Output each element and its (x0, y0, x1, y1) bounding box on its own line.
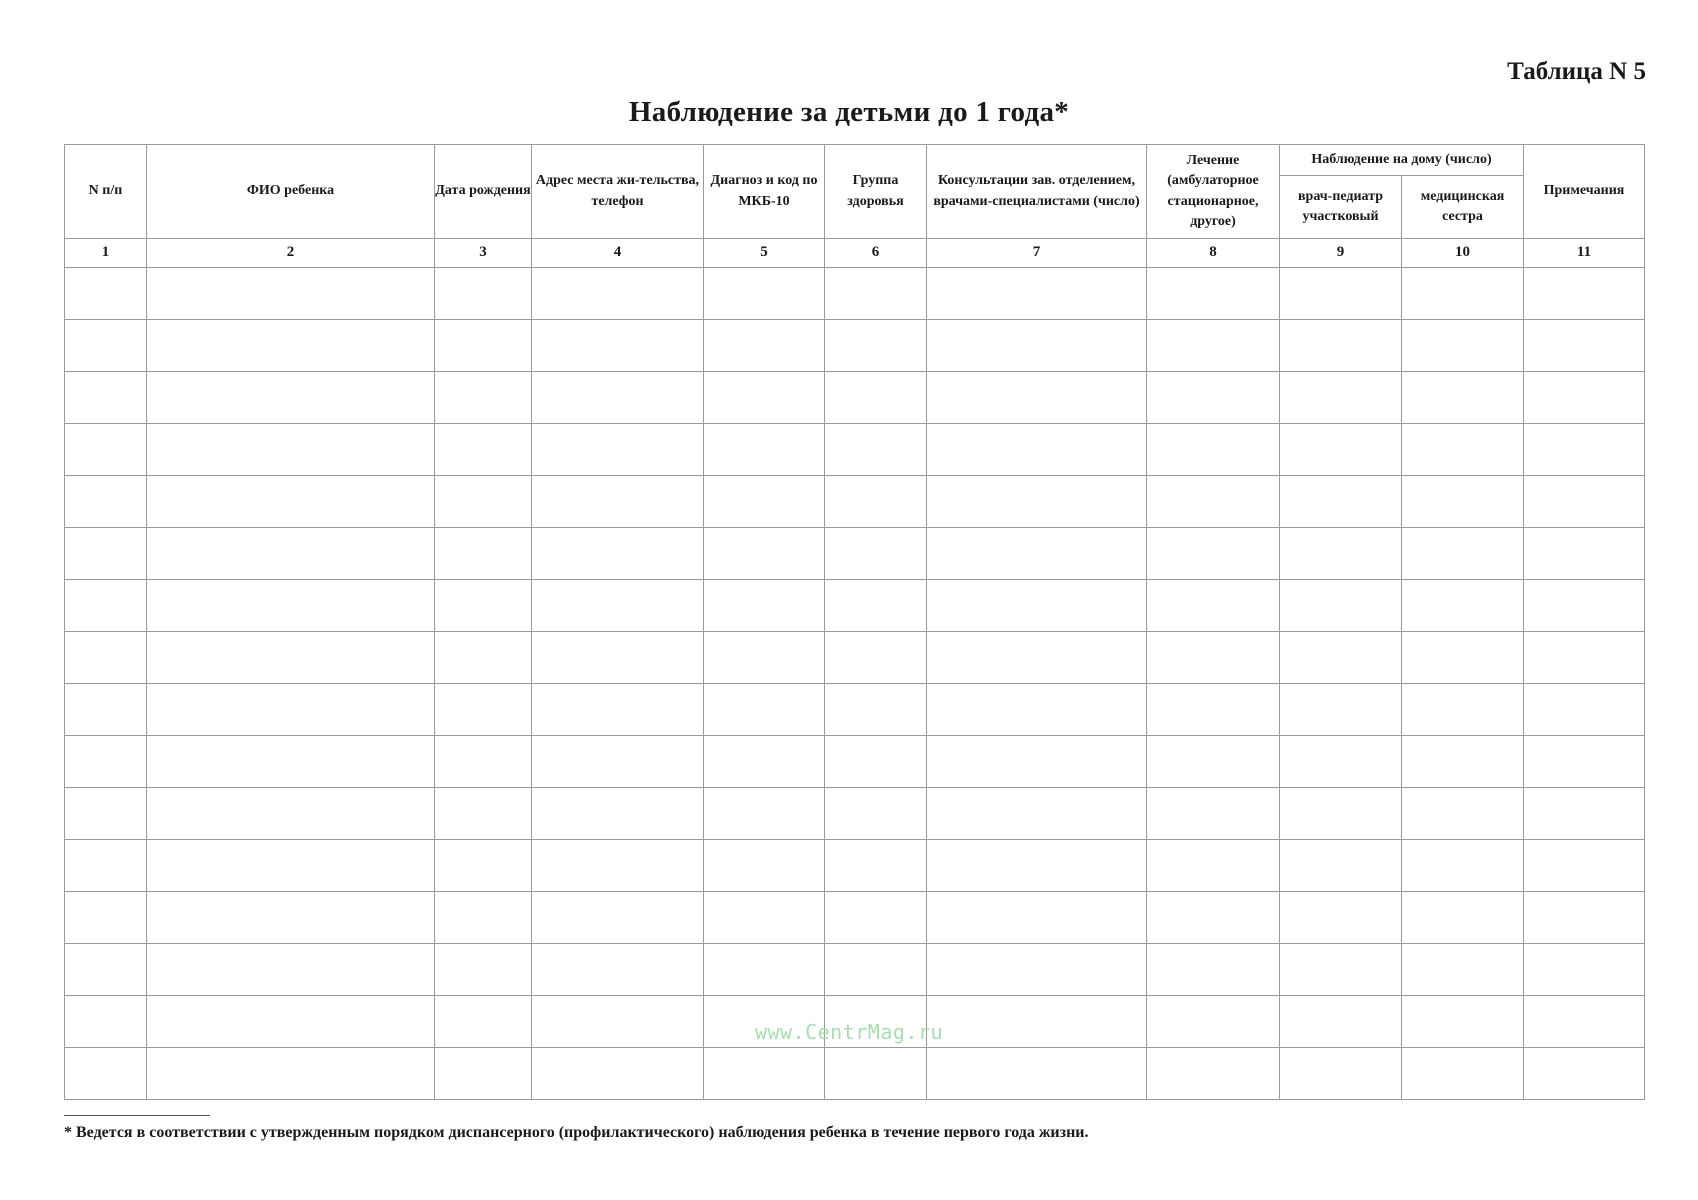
table-cell (435, 580, 532, 632)
table-cell (1402, 320, 1524, 372)
table-cell (1147, 1048, 1280, 1100)
column-number: 4 (532, 239, 704, 268)
table-cell (825, 632, 927, 684)
table-cell (1402, 840, 1524, 892)
table-row (65, 476, 1645, 528)
table-cell (704, 528, 825, 580)
watermark: www.CentrMag.ru (754, 1020, 944, 1044)
header-child-name: ФИО ребенка (147, 145, 435, 239)
column-number: 5 (704, 239, 825, 268)
table-cell (1524, 840, 1645, 892)
table-cell (825, 372, 927, 424)
table-cell (1280, 892, 1402, 944)
header-consultations: Консультации зав. отделением, врачами-специалистами (число) (927, 145, 1147, 239)
table-cell (825, 268, 927, 320)
table-cell (65, 528, 147, 580)
table-cell (1524, 788, 1645, 840)
table-cell (147, 1048, 435, 1100)
table-cell (147, 424, 435, 476)
observation-table (64, 144, 1645, 1100)
table-cell (1280, 268, 1402, 320)
table-cell (65, 736, 147, 788)
table-cell (532, 892, 704, 944)
table-cell (927, 580, 1147, 632)
table-cell (704, 476, 825, 528)
table-cell (147, 476, 435, 528)
table-cell (1147, 268, 1280, 320)
table-cell (65, 372, 147, 424)
header-address-phone: Адрес места жи-тельства, телефон (532, 145, 704, 239)
table-cell (1147, 372, 1280, 424)
table-cell (927, 528, 1147, 580)
table-cell (1280, 580, 1402, 632)
table-cell (927, 320, 1147, 372)
table-cell (825, 944, 927, 996)
table-cell (1280, 528, 1402, 580)
table-cell (147, 268, 435, 320)
table-cell (65, 580, 147, 632)
table-cell (1147, 944, 1280, 996)
table-row (65, 892, 1645, 944)
table-cell (1402, 788, 1524, 840)
table-cell (147, 372, 435, 424)
table-cell (147, 892, 435, 944)
table-cell (435, 320, 532, 372)
table-cell (1524, 320, 1645, 372)
table-cell (825, 528, 927, 580)
table-cell (65, 320, 147, 372)
footnote: * Ведется в соответствии с утвержденным порядком диспансерного (профилактического) наблюдения ребенка в течение первого года жизни. (64, 1124, 1089, 1141)
table-cell (1402, 424, 1524, 476)
table-cell (825, 580, 927, 632)
table-cell (1524, 268, 1645, 320)
table-cell (147, 528, 435, 580)
table-cell (435, 788, 532, 840)
table-cell (532, 528, 704, 580)
table-cell (825, 424, 927, 476)
table-cell (927, 372, 1147, 424)
table-cell (704, 892, 825, 944)
table-cell (147, 840, 435, 892)
table-cell (1147, 736, 1280, 788)
table-cell (704, 632, 825, 684)
column-number-row (65, 239, 1645, 268)
table-cell (147, 632, 435, 684)
table-cell (825, 684, 927, 736)
table-row (65, 268, 1645, 320)
table-cell (1524, 372, 1645, 424)
table-cell (927, 268, 1147, 320)
header-row-top (65, 145, 1645, 176)
column-number: 11 (1524, 239, 1645, 268)
table-cell (1402, 372, 1524, 424)
table-cell (927, 892, 1147, 944)
table-cell (1402, 736, 1524, 788)
table-cell (147, 320, 435, 372)
table-cell (704, 268, 825, 320)
table-cell (65, 632, 147, 684)
table-cell (1524, 736, 1645, 788)
column-number: 6 (825, 239, 927, 268)
table-cell (435, 372, 532, 424)
header-treatment: Лечение (амбулаторное стационарное, другое) (1147, 145, 1280, 239)
column-number: 3 (435, 239, 532, 268)
table-cell (65, 476, 147, 528)
table-cell (825, 788, 927, 840)
table-cell (927, 632, 1147, 684)
table-row (65, 372, 1645, 424)
table-cell (1280, 320, 1402, 372)
table-row (65, 736, 1645, 788)
table-cell (1147, 424, 1280, 476)
table-cell (704, 320, 825, 372)
table-cell (704, 736, 825, 788)
table-row (65, 944, 1645, 996)
table-cell (1402, 632, 1524, 684)
table-row (65, 580, 1645, 632)
table-cell (147, 944, 435, 996)
table-cell (704, 944, 825, 996)
table-cell (704, 580, 825, 632)
table-cell (65, 268, 147, 320)
table-cell (1524, 684, 1645, 736)
table-cell (1402, 268, 1524, 320)
table-cell (532, 684, 704, 736)
header-nurse: медицинская сестра (1402, 176, 1524, 239)
table-cell (825, 320, 927, 372)
table-cell (825, 840, 927, 892)
table-cell (704, 1048, 825, 1100)
footnote-divider (64, 1115, 210, 1116)
table-body (65, 268, 1645, 1100)
table-cell (1402, 528, 1524, 580)
table-cell (435, 944, 532, 996)
table-cell (1147, 580, 1280, 632)
table-cell (704, 372, 825, 424)
table-cell (825, 736, 927, 788)
table-row (65, 424, 1645, 476)
column-number: 1 (65, 239, 147, 268)
table-cell (927, 840, 1147, 892)
table-cell (1280, 944, 1402, 996)
table-cell (1280, 736, 1402, 788)
table-cell (1402, 580, 1524, 632)
table-cell (927, 944, 1147, 996)
table-cell (1402, 944, 1524, 996)
table-cell (532, 424, 704, 476)
table-cell (435, 528, 532, 580)
table-cell (1147, 632, 1280, 684)
table-cell (704, 684, 825, 736)
table-cell (825, 476, 927, 528)
table-cell (1147, 892, 1280, 944)
header-notes: Примечания (1524, 145, 1645, 239)
table-cell (1402, 476, 1524, 528)
table-cell (927, 788, 1147, 840)
table-cell (532, 476, 704, 528)
table-cell (147, 736, 435, 788)
table-row (65, 528, 1645, 580)
table-cell (532, 840, 704, 892)
table-cell (1280, 424, 1402, 476)
table-cell (1280, 1048, 1402, 1100)
table-cell (1524, 424, 1645, 476)
table-row (65, 320, 1645, 372)
column-number: 2 (147, 239, 435, 268)
column-number: 8 (1147, 239, 1280, 268)
table-cell (825, 892, 927, 944)
table-cell (1280, 684, 1402, 736)
table-cell (65, 944, 147, 996)
table-cell (1280, 476, 1402, 528)
table-cell (147, 684, 435, 736)
header-district-pediatrician: врач-педиатр участковый (1280, 176, 1402, 239)
table-cell (1280, 840, 1402, 892)
table-cell (1147, 528, 1280, 580)
table-cell (1524, 632, 1645, 684)
document-title: Наблюдение за детьми до 1 года* (628, 96, 1070, 128)
table-cell (532, 1048, 704, 1100)
table-cell (927, 684, 1147, 736)
table-cell (825, 1048, 927, 1100)
header-diagnosis-code: Диагноз и код по МКБ-10 (704, 145, 825, 239)
table-cell (1147, 684, 1280, 736)
table-cell (1280, 788, 1402, 840)
table-cell (65, 840, 147, 892)
header-row-number: N п/п (65, 145, 147, 239)
header-birth-date: Дата рождения (435, 145, 532, 239)
table-cell (532, 320, 704, 372)
table-cell (927, 476, 1147, 528)
table-cell (1147, 320, 1280, 372)
table-cell (65, 1048, 147, 1100)
table-cell (435, 684, 532, 736)
table-cell (1524, 944, 1645, 996)
table-cell (927, 736, 1147, 788)
table-cell (1280, 632, 1402, 684)
table-cell (435, 632, 532, 684)
table-number-label: Таблица N 5 (1507, 58, 1646, 85)
table-cell (1402, 892, 1524, 944)
table-cell (532, 268, 704, 320)
table-cell (927, 424, 1147, 476)
table-cell (65, 892, 147, 944)
column-number: 10 (1402, 239, 1524, 268)
table-cell (532, 944, 704, 996)
table-cell (1402, 1048, 1524, 1100)
table-cell (1280, 372, 1402, 424)
table-cell (435, 736, 532, 788)
table-cell (1524, 1048, 1645, 1100)
table-cell (1147, 840, 1280, 892)
table-cell (1147, 788, 1280, 840)
table-row (65, 632, 1645, 684)
table-cell (704, 424, 825, 476)
table-cell (65, 684, 147, 736)
table-cell (435, 268, 532, 320)
table-cell (532, 788, 704, 840)
table-cell (1402, 684, 1524, 736)
table-cell (704, 840, 825, 892)
table-cell (435, 1048, 532, 1100)
table-row (65, 788, 1645, 840)
table-row (65, 684, 1645, 736)
table-cell (147, 788, 435, 840)
table-cell (1147, 476, 1280, 528)
table-cell (532, 580, 704, 632)
table-cell (147, 580, 435, 632)
table-cell (704, 788, 825, 840)
table-cell (1524, 892, 1645, 944)
table-cell (435, 476, 532, 528)
table-cell (1524, 528, 1645, 580)
table-cell (65, 788, 147, 840)
column-number: 7 (927, 239, 1147, 268)
table-cell (532, 372, 704, 424)
table-cell (532, 632, 704, 684)
table-cell (532, 736, 704, 788)
table-cell (1524, 580, 1645, 632)
table-cell (927, 1048, 1147, 1100)
header-home-observation: Наблюдение на дому (число) (1280, 145, 1524, 176)
table-cell (435, 892, 532, 944)
table-cell (65, 424, 147, 476)
table-row (65, 840, 1645, 892)
table-cell (435, 840, 532, 892)
column-number: 9 (1280, 239, 1402, 268)
header-health-group: Группа здоровья (825, 145, 927, 239)
table-row (65, 1048, 1645, 1100)
table-cell (1524, 476, 1645, 528)
table-cell (435, 424, 532, 476)
